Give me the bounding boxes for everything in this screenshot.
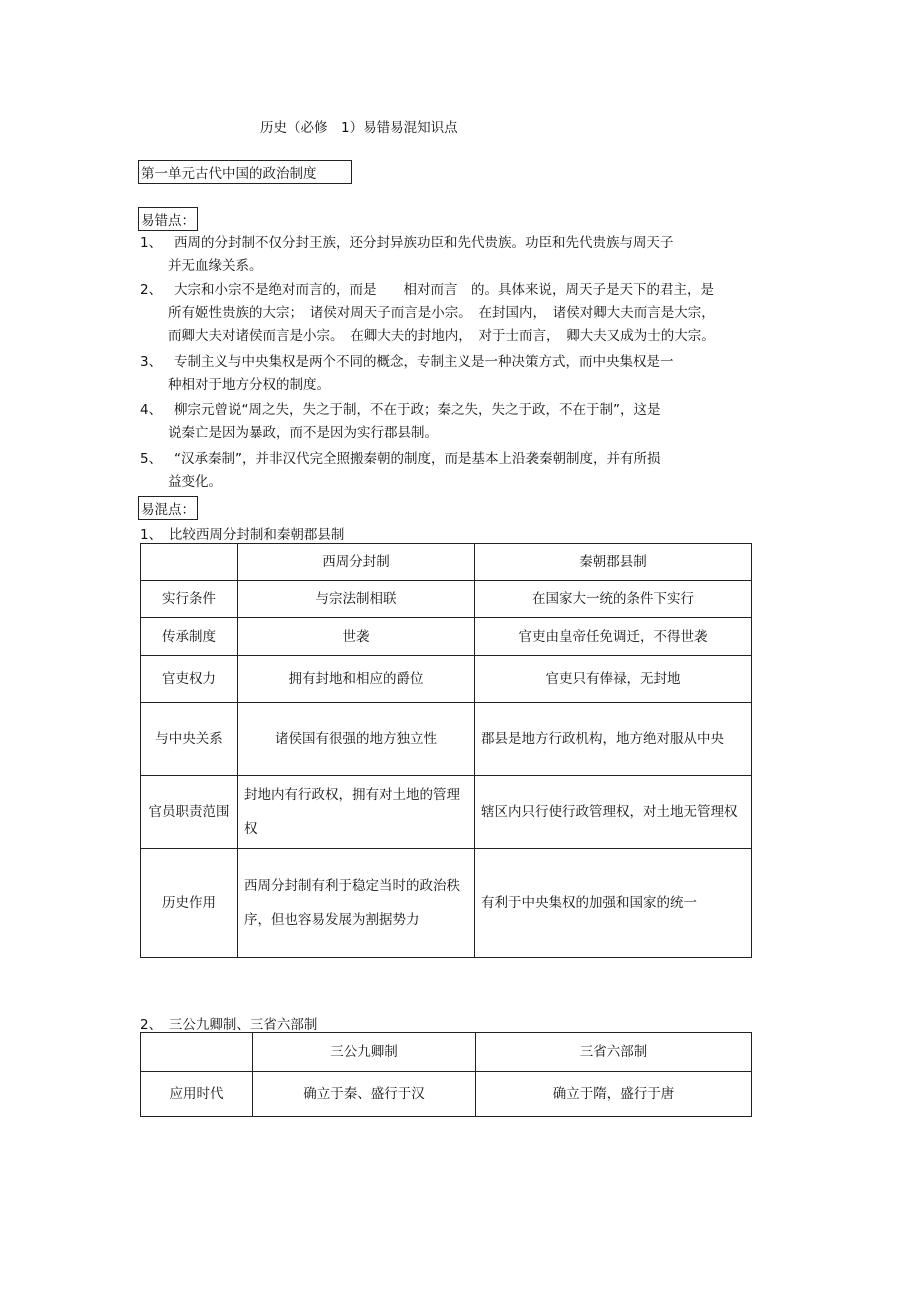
item-text: 所有姬性贵族的大宗； 诸侯对周天子而言是小宗。 在封国内， 诸侯对卿大夫而言是大宗， — [168, 305, 715, 321]
item-text: 说秦亡是因为暴政，而不是因为实行郡县制。 — [168, 425, 438, 441]
row-label: 官员职责范围 — [141, 776, 238, 849]
item-number: 4、 — [140, 402, 163, 418]
row-label: 实行条件 — [141, 581, 238, 618]
item-number: 2、 — [140, 282, 163, 298]
item-text: 西周的分封制不仅分封王族，还分封异族功臣和先代贵族。功臣和先代贵族与周天子 — [174, 235, 674, 251]
table-cell: 郡县是地方行政机构，地方绝对服从中央 — [475, 703, 752, 776]
row-label: 历史作用 — [141, 849, 238, 958]
error-item — [140, 351, 674, 397]
table-row — [141, 849, 752, 958]
item-text: 而卿大夫对诸侯而言是小宗。 在卿大夫的封地内， 对于士而言， 卿大夫又成为士的大宗。 — [168, 328, 715, 344]
table-cell: 诸侯国有很强的地方独立性 — [238, 703, 475, 776]
error-item — [140, 448, 661, 494]
table-row — [141, 581, 752, 618]
item-text: 种相对于地方分权的制度。 — [168, 377, 330, 393]
item-number: 1、 — [140, 235, 163, 251]
error-item — [140, 399, 661, 445]
errors-heading: 易错点： — [138, 207, 198, 231]
table-cell: 拥有封地和相应的爵位 — [238, 656, 475, 703]
comparison-table-sangong-sansheng — [140, 1032, 752, 1117]
table1-caption: 1、 比较西周分封制和秦朝郡县制 — [140, 527, 345, 543]
table-header-row — [141, 1033, 752, 1072]
header-cell: 三公九卿制 — [253, 1033, 476, 1072]
comparison-table-fengjian-junxian — [140, 543, 752, 958]
row-label: 与中央关系 — [141, 703, 238, 776]
header-cell: 西周分封制 — [238, 544, 475, 581]
item-number: 3、 — [140, 354, 163, 370]
table-cell: 在国家大一统的条件下实行 — [475, 581, 752, 618]
item-text: 大宗和小宗不是绝对而言的，而是 相对而言 的。具体来说，周天子是天下的君主，是 — [174, 282, 714, 298]
item-text: 专制主义与中央集权是两个不同的概念，专制主义是一种决策方式，而中央集权是一 — [174, 354, 674, 370]
table-cell: 确立于隋，盛行于唐 — [476, 1072, 752, 1117]
table-row — [141, 1072, 752, 1117]
table-cell: 世袭 — [238, 618, 475, 656]
table-cell: 确立于秦、盛行于汉 — [253, 1072, 476, 1117]
item-number: 5、 — [140, 451, 163, 467]
row-label: 应用时代 — [141, 1072, 253, 1117]
table-cell: 官吏由皇帝任免调迁，不得世袭 — [475, 618, 752, 656]
table-cell: 辖区内只行使行政管理权，对土地无管理权 — [475, 776, 752, 849]
table-cell: 西周分封制有利于稳定当时的政治秩序，但也容易发展为割据势力 — [238, 849, 475, 958]
table-row — [141, 656, 752, 703]
table-header-row — [141, 544, 752, 581]
row-label: 官吏权力 — [141, 656, 238, 703]
table-cell: 有利于中央集权的加强和国家的统一 — [475, 849, 752, 958]
table-cell: 封地内有行政权，拥有对土地的管理权 — [238, 776, 475, 849]
error-item — [140, 232, 674, 278]
item-text: “汉承秦制”，并非汉代完全照搬秦朝的制度，而是基本上沿袭秦朝制度，并有所损 — [174, 451, 661, 467]
item-text: 柳宗元曾说“周之失，失之于制，不在于政；秦之失，失之于政，不在于制”，这是 — [174, 402, 661, 418]
table-row — [141, 618, 752, 656]
error-item — [140, 279, 715, 348]
table-cell: 官吏只有俸禄，无封地 — [475, 656, 752, 703]
header-cell: 三省六部制 — [476, 1033, 752, 1072]
header-cell — [141, 1033, 253, 1072]
item-text: 益变化。 — [168, 474, 222, 490]
row-label: 传承制度 — [141, 618, 238, 656]
table2-caption: 2、 三公九卿制、三省六部制 — [140, 1017, 318, 1033]
confusion-heading: 易混点： — [138, 496, 198, 520]
document-title: 历史（必修 1）易错易混知识点 — [260, 120, 458, 136]
unit-heading: 第一单元古代中国的政治制度 — [138, 160, 352, 184]
header-cell — [141, 544, 238, 581]
item-text: 并无血缘关系。 — [168, 258, 263, 274]
table-row — [141, 776, 752, 849]
header-cell: 秦朝郡县制 — [475, 544, 752, 581]
table-cell: 与宗法制相联 — [238, 581, 475, 618]
table-row — [141, 703, 752, 776]
